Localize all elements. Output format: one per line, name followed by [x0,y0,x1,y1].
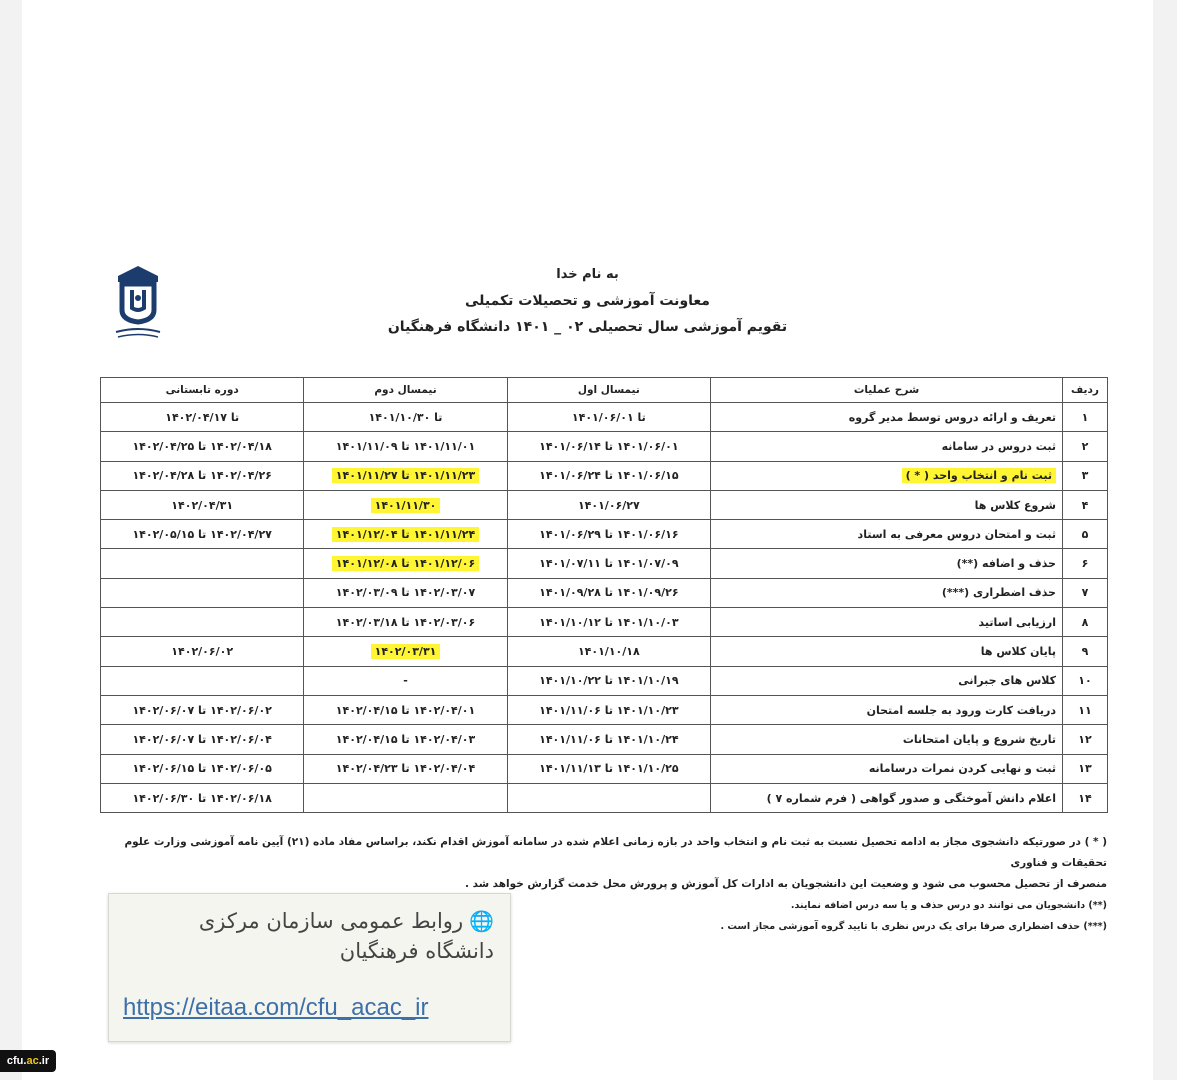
table-cell: ۱۴۰۱/۱۰/۲۴ تا ۱۴۰۱/۱۱/۰۶ [507,725,710,754]
highlighted-date: ۱۴۰۱/۱۱/۳۰ [371,498,441,513]
table-cell: ۱۴۰۱/۰۹/۲۶ تا ۱۴۰۱/۰۹/۲۸ [507,578,710,607]
column-header: نیمسال اول [507,378,710,403]
table-cell: ۱۴۰۲/۰۶/۱۸ تا ۱۴۰۲/۰۶/۳۰ [101,783,304,812]
badge-prefix: cfu. [6,1055,27,1067]
table-cell: ثبت دروس در سامانه [711,432,1063,461]
table-cell: ۱۴۰۲/۰۴/۲۶ تا ۱۴۰۲/۰۴/۲۸ [101,461,304,490]
table-cell: ۲ [1063,432,1108,461]
table-cell: ۱۳ [1063,754,1108,783]
basmala: به نام خدا [556,267,619,282]
calendar-title: تقویم آموزشی سال تحصیلی ۰۲ _ ۱۴۰۱ دانشگاه فرهنگیان [387,319,788,335]
table-row [101,725,1108,754]
table-cell [304,520,507,549]
site-badge [0,1050,56,1072]
card-title-wrap [124,906,494,966]
table-row [101,432,1108,461]
table-cell: ۱۴۰۱/۱۰/۲۳ تا ۱۴۰۱/۱۱/۰۶ [507,695,710,724]
table-cell [101,578,304,607]
table-cell: ۱۴۰۲/۰۴/۰۳ تا ۱۴۰۲/۰۴/۱۵ [304,725,507,754]
table-cell: ۱۴۰۲/۰۴/۰۱ تا ۱۴۰۲/۰۴/۱۵ [304,695,507,724]
column-header: دوره تابستانی [101,378,304,403]
highlighted-date: ۱۴۰۱/۱۱/۲۳ تا ۱۴۰۱/۱۱/۲۷ [332,468,479,483]
table-row [101,695,1108,724]
table-cell: تا ۱۴۰۲/۰۴/۱۷ [101,403,304,432]
table-cell: ۱۴۰۱/۱۰/۰۳ تا ۱۴۰۱/۱۰/۱۲ [507,608,710,637]
table-cell [101,666,304,695]
table-cell: ثبت و نهایی کردن نمرات درسامانه [711,754,1063,783]
globe-icon: 🌐 [469,909,494,933]
table-cell: تاریخ شروع و پایان امتحانات [711,725,1063,754]
table-cell: ۱۴۰۱/۰۶/۰۱ تا ۱۴۰۱/۰۶/۱۴ [507,432,710,461]
table-cell: دریافت کارت ورود به جلسه امتحان [711,695,1063,724]
table-cell: تا ۱۴۰۱/۰۶/۰۱ [507,403,710,432]
table-cell: حذف و اضافه (**) [711,549,1063,578]
table-cell [101,549,304,578]
table-cell [304,549,507,578]
table-cell: - [304,666,507,695]
table-cell: ۱۴۰۱/۰۷/۰۹ تا ۱۴۰۱/۰۷/۱۱ [507,549,710,578]
table-row [101,666,1108,695]
table-cell [304,490,507,519]
channel-link[interactable]: https://eitaa.com/cfu_acac_ir [123,994,429,1021]
highlighted-date: ثبت نام و انتخاب واحد ( * ) [902,468,1056,483]
badge-suffix: .ir [38,1055,50,1067]
card-title: روابط عمومی سازمان مرکزی دانشگاه فرهنگیان [198,909,494,963]
table-cell: ۴ [1063,490,1108,519]
document-header [22,262,1153,340]
column-header: شرح عملیات [711,378,1063,403]
table-cell: ۱۴۰۱/۱۰/۱۸ [507,637,710,666]
table-cell: ۹ [1063,637,1108,666]
table-cell: اعلام دانش آموختگی و صدور گواهی ( فرم شماره ۷ ) [711,783,1063,812]
table-cell: ۱۴۰۱/۱۱/۰۱ تا ۱۴۰۱/۱۱/۰۹ [304,432,507,461]
table-cell: ۱۴۰۲/۰۳/۰۶ تا ۱۴۰۲/۰۳/۱۸ [304,608,507,637]
table-cell: ۱۴۰۲/۰۶/۰۲ تا ۱۴۰۲/۰۶/۰۷ [101,695,304,724]
table-cell: ۱۴۰۲/۰۶/۰۵ تا ۱۴۰۲/۰۶/۱۵ [101,754,304,783]
table-cell: ۱۲ [1063,725,1108,754]
table-cell: ۱۴۰۲/۰۶/۰۴ تا ۱۴۰۲/۰۶/۰۷ [101,725,304,754]
academic-calendar-table [100,377,1108,813]
channel-card [108,893,511,1042]
footnote-1-continued: منصرف از تحصیل محسوب می شود و وضعیت این دانشجویان به ادارات کل آموزش و پرورش محل خدمت گزارش خواهد شد . [464,878,1107,890]
table-row [101,490,1108,519]
table-row [101,637,1108,666]
table-cell: ۱۰ [1063,666,1108,695]
table-cell: ۱۴۰۲/۰۴/۳۱ [101,490,304,519]
table-cell: ۱۴۰۲/۰۳/۰۷ تا ۱۴۰۲/۰۳/۰۹ [304,578,507,607]
table-cell: ۶ [1063,549,1108,578]
footnote-3: (***) حذف اضطراری صرفا برای یک درس نظری با تایید گروه آموزشی مجاز است . [720,921,1107,932]
table-row [101,754,1108,783]
table-cell: ۱۴۰۲/۰۴/۱۸ تا ۱۴۰۲/۰۴/۲۵ [101,432,304,461]
table-cell [304,637,507,666]
table-row [101,578,1108,607]
table-cell: ۳ [1063,461,1108,490]
table-cell: ۱۴۰۲/۰۶/۰۲ [101,637,304,666]
table-cell: ۱ [1063,403,1108,432]
table-cell: پایان کلاس ها [711,637,1063,666]
table-cell: ۱۴۰۲/۰۴/۲۷ تا ۱۴۰۲/۰۵/۱۵ [101,520,304,549]
highlighted-date: ۱۴۰۱/۱۲/۰۶ تا ۱۴۰۱/۱۲/۰۸ [332,556,479,571]
table-cell: تعریف و ارائه دروس توسط مدیر گروه [711,403,1063,432]
badge-accent: ac [26,1055,39,1067]
table-cell: ارزیابی اساتید [711,608,1063,637]
column-header: نیمسال دوم [304,378,507,403]
table-cell [304,783,507,812]
table-cell: ۱۱ [1063,695,1108,724]
table-cell: تا ۱۴۰۱/۱۰/۳۰ [304,403,507,432]
table-cell: ۱۴۰۱/۰۶/۱۶ تا ۱۴۰۱/۰۶/۲۹ [507,520,710,549]
table-cell: ۵ [1063,520,1108,549]
table-row [101,403,1108,432]
footnote-1: ( * ) در صورتیکه دانشجوی مجاز به ادامه تحصیل نسبت به ثبت نام و انتخاب واحد در بازه زمانی اعلام شده در سامانه آموزش اقدام نکند، براساس مفاد ماده (۲۱) آیین نامه آموزشی وزارت علوم تحقیقات و فناوری [124,836,1107,869]
table-cell: ۱۴۰۱/۰۶/۱۵ تا ۱۴۰۱/۰۶/۲۴ [507,461,710,490]
table-cell: ۱۴۰۱/۱۰/۱۹ تا ۱۴۰۱/۱۰/۲۲ [507,666,710,695]
table-cell [101,608,304,637]
table-cell: ۷ [1063,578,1108,607]
table-row [101,608,1108,637]
table-cell: ثبت و امتحان دروس معرفی به استاد [711,520,1063,549]
table-cell: شروع کلاس ها [711,490,1063,519]
table-cell: ۱۴۰۲/۰۴/۰۴ تا ۱۴۰۲/۰۴/۲۳ [304,754,507,783]
table-cell: ۱۴۰۱/۱۰/۲۵ تا ۱۴۰۱/۱۱/۱۳ [507,754,710,783]
table-row [101,783,1108,812]
table-cell: ۸ [1063,608,1108,637]
table-cell [304,461,507,490]
table-cell: کلاس های جبرانی [711,666,1063,695]
table-cell: ۱۴۰۱/۰۶/۲۷ [507,490,710,519]
table-row [101,520,1108,549]
table-cell: ۱۴ [1063,783,1108,812]
highlighted-date: ۱۴۰۲/۰۳/۳۱ [371,644,441,659]
office-title: معاونت آموزشی و تحصیلات تکمیلی [465,293,710,309]
document-page [22,0,1153,1080]
footnote-2: (**) دانشجویان می توانند دو درس حذف و یا سه درس اضافه نمایند. [790,900,1107,911]
highlighted-date: ۱۴۰۱/۱۱/۲۴ تا ۱۴۰۱/۱۲/۰۴ [332,527,479,542]
table-cell: حذف اضطراری (***) [711,578,1063,607]
table-cell [507,783,710,812]
table-row [101,549,1108,578]
table-cell [711,461,1063,490]
table-header-row [101,378,1108,403]
column-header: ردیف [1063,378,1108,403]
table-row [101,461,1108,490]
